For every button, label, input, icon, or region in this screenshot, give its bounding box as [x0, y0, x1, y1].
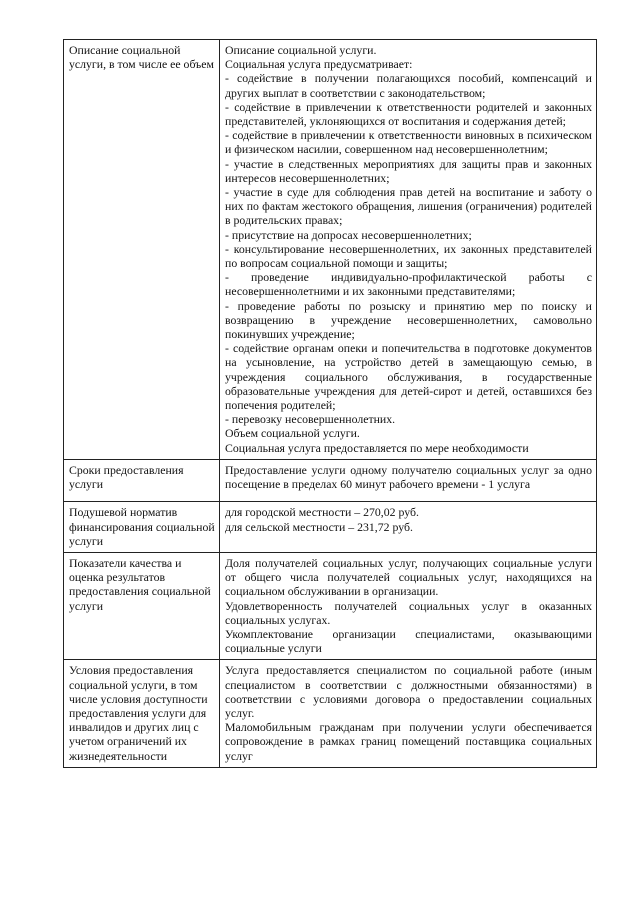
row-label: Сроки предоставления услуги	[64, 459, 220, 501]
paragraph: Удовлетворенность получателей социальных услуг в оказанных социальных услугах.	[225, 598, 592, 627]
paragraph: - содействие в привлечении к ответственности родителей и законных представителей, уклоняющихся от воспитания и содержания детей;	[225, 99, 592, 129]
paragraph: - присутствие на допросах несовершеннолетних;	[225, 227, 472, 242]
row-label: Условия предоставления социальной услуги, в том числе условия доступности предоставления услуги для инвалидов и других лиц с учетом ограничений их жизнедеятельности	[64, 660, 220, 767]
paragraph: для городской местности – 270,02 руб.	[225, 505, 419, 520]
paragraph: - проведение индивидуально-профилактической работы с несовершеннолетними и их законными представителями;	[225, 270, 592, 299]
paragraph: - участие в суде для соблюдения прав детей на воспитание и заботу о них по фактам жестокого обращения, лишения (ограничения) родителей в родительских правах;	[225, 185, 592, 228]
paragraph: Маломобильным гражданам при получении услуги обеспечивается сопровождение в рамках границ помещений поставщика социальных услуг	[225, 720, 592, 763]
paragraph: Социальная услуга предоставляется по мере необходимости	[225, 440, 529, 455]
row-content	[220, 552, 597, 659]
paragraph: - перевозку несовершеннолетних.	[225, 412, 396, 427]
paragraph: Описание социальной услуги.	[225, 43, 377, 57]
paragraph: - содействие в привлечении к ответственности виновных в психическом и физическом насилии, совершенном над несовершеннолетним;	[225, 128, 592, 157]
paragraph: Услуга предоставляется специалистом по социальной работе (иным специалистом в соответствии с должностными обязанностями) в соответствии с условиями договора о предоставлении социальных услуг.	[225, 663, 592, 720]
paragraph: Социальная услуга предусматривает:	[225, 57, 413, 72]
row-label: Показатели качества и оценка результатов предоставления социальной услуги	[64, 552, 220, 659]
paragraph: Укомплектование организации специалистами, оказывающими социальные услуги	[225, 626, 592, 656]
row-content	[220, 502, 597, 553]
row-label: Описание социальной услуги, в том числе ее объем	[64, 40, 220, 460]
table-row	[64, 552, 597, 659]
paragraph: Предоставление услуги одному получателю социальных услуг за одно посещение в пределах 60 минут рабочего времени - 1 услуга	[225, 462, 592, 492]
paragraph: - проведение работы по розыску и принятию мер по поиску и возвращению в учреждение несовершеннолетних, самовольно покинувших учреждение;	[225, 298, 592, 342]
service-description-table	[63, 39, 597, 768]
paragraph: - содействие в получении полагающихся пособий, компенсаций и других выплат в соответствии с законодательством;	[225, 71, 592, 100]
paragraph: - консультирование несовершеннолетних, их законных представителей по вопросам социальной помощи и защиты;	[225, 241, 592, 271]
row-content	[220, 40, 597, 460]
paragraph: для сельской местности – 231,72 руб.	[225, 519, 413, 534]
row-label: Подушевой норматив финансирования социальной услуги	[64, 502, 220, 553]
paragraph: Доля получателей социальных услуг, получающих социальные услуги от общего числа получателей социальных услуг, находящихся на социальном обслуживании в организации.	[225, 555, 592, 599]
paragraph: - участие в следственных мероприятиях для защиты прав и законных интересов несовершеннолетних;	[225, 156, 592, 185]
row-content	[220, 660, 597, 767]
paragraph: - содействие органам опеки и попечительства в подготовке документов на усыновление, на устройство детей в замещающую семью, в учреждения социального обслуживания, в государственные образовательные учреждения для детей-сирот и детей, оставшихся без попечения родителей;	[225, 341, 592, 413]
table-row	[64, 502, 597, 553]
row-content	[220, 459, 597, 501]
table-row	[64, 459, 597, 501]
table-row	[64, 40, 597, 460]
paragraph: Объем социальной услуги.	[225, 426, 360, 441]
table-row	[64, 660, 597, 767]
